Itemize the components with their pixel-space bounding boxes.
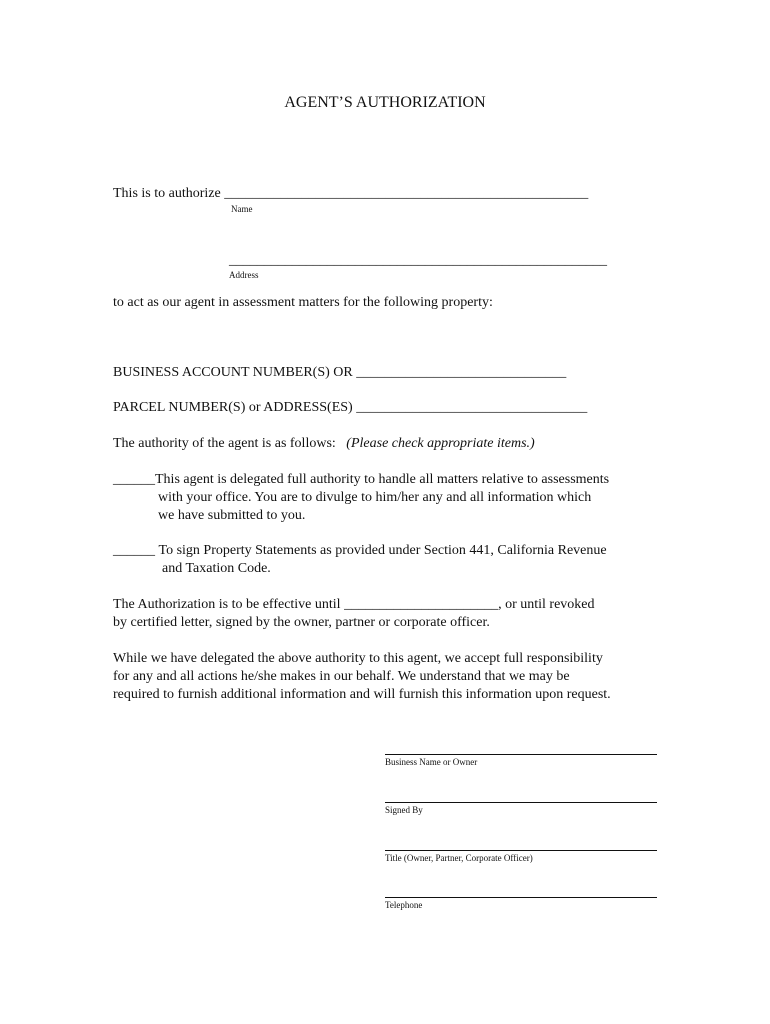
item2-row (113, 542, 607, 560)
effective-date-blank[interactable]: ______________________ (344, 597, 499, 612)
authorize-prefix: This is to authorize (113, 186, 221, 201)
telephone-label: Telephone (385, 900, 423, 910)
agent-name-blank[interactable]: ____________________________________________________ (224, 186, 589, 201)
item2-line1: To sign Property Statements as provided under Section 441, California Revenue (158, 543, 607, 558)
item2-line2: and Taxation Code. (162, 561, 271, 576)
item1-line1: This agent is delegated full authority to handle all matters relative to assessments (155, 472, 610, 487)
responsibility-line1: While we have delegated the above authority to this agent, we accept full responsibility (113, 651, 603, 666)
responsibility-line3: required to furnish additional information and will furnish this information upon request. (113, 687, 611, 702)
item1-row (113, 471, 609, 489)
business-name-signature-line[interactable] (385, 754, 657, 755)
title-signature-line[interactable] (385, 850, 657, 851)
agent-statement: to act as our agent in assessment matters for the following property: (113, 295, 493, 310)
agent-address-blank[interactable]: ______________________________________________________ (229, 253, 607, 268)
signed-by-signature-line[interactable] (385, 802, 657, 803)
item1-line2: with your office. You are to divulge to him/her any and all information which (158, 490, 592, 505)
title-label: Title (Owner, Partner, Corporate Officer) (385, 853, 533, 863)
business-account-blank[interactable]: ______________________________ (356, 365, 567, 380)
responsibility-line2: for any and all actions he/she makes in our behalf. We understand that we may be (113, 669, 570, 684)
business-name-label: Business Name or Owner (385, 757, 478, 767)
authority-note: (Please check appropriate items.) (346, 436, 535, 451)
signed-by-label: Signed By (385, 805, 423, 815)
name-label: Name (231, 204, 253, 214)
parcel-row (113, 399, 587, 417)
business-account-row (113, 364, 566, 382)
telephone-signature-line[interactable] (385, 897, 657, 898)
parcel-blank[interactable]: _________________________________ (356, 400, 588, 415)
business-account-label: BUSINESS ACCOUNT NUMBER(S) OR (113, 365, 353, 380)
item1-line3: we have submitted to you. (158, 508, 306, 523)
effective-row (113, 596, 595, 614)
effective-text-a: The Authorization is to be effective until (113, 597, 341, 612)
authority-intro-row (113, 435, 535, 453)
authority-intro: The authority of the agent is as follows: (113, 436, 336, 451)
authorize-row (113, 185, 588, 203)
effective-line2: by certified letter, signed by the owner, partner or corporate officer. (113, 615, 490, 630)
parcel-label: PARCEL NUMBER(S) or ADDRESS(ES) (113, 400, 353, 415)
effective-text-b: , or until revoked (498, 597, 595, 612)
address-label: Address (229, 270, 259, 280)
document-title: AGENT’S AUTHORIZATION (284, 94, 486, 111)
item1-check-blank[interactable]: ______ (113, 472, 155, 487)
item2-check-blank[interactable]: ______ (113, 543, 155, 558)
